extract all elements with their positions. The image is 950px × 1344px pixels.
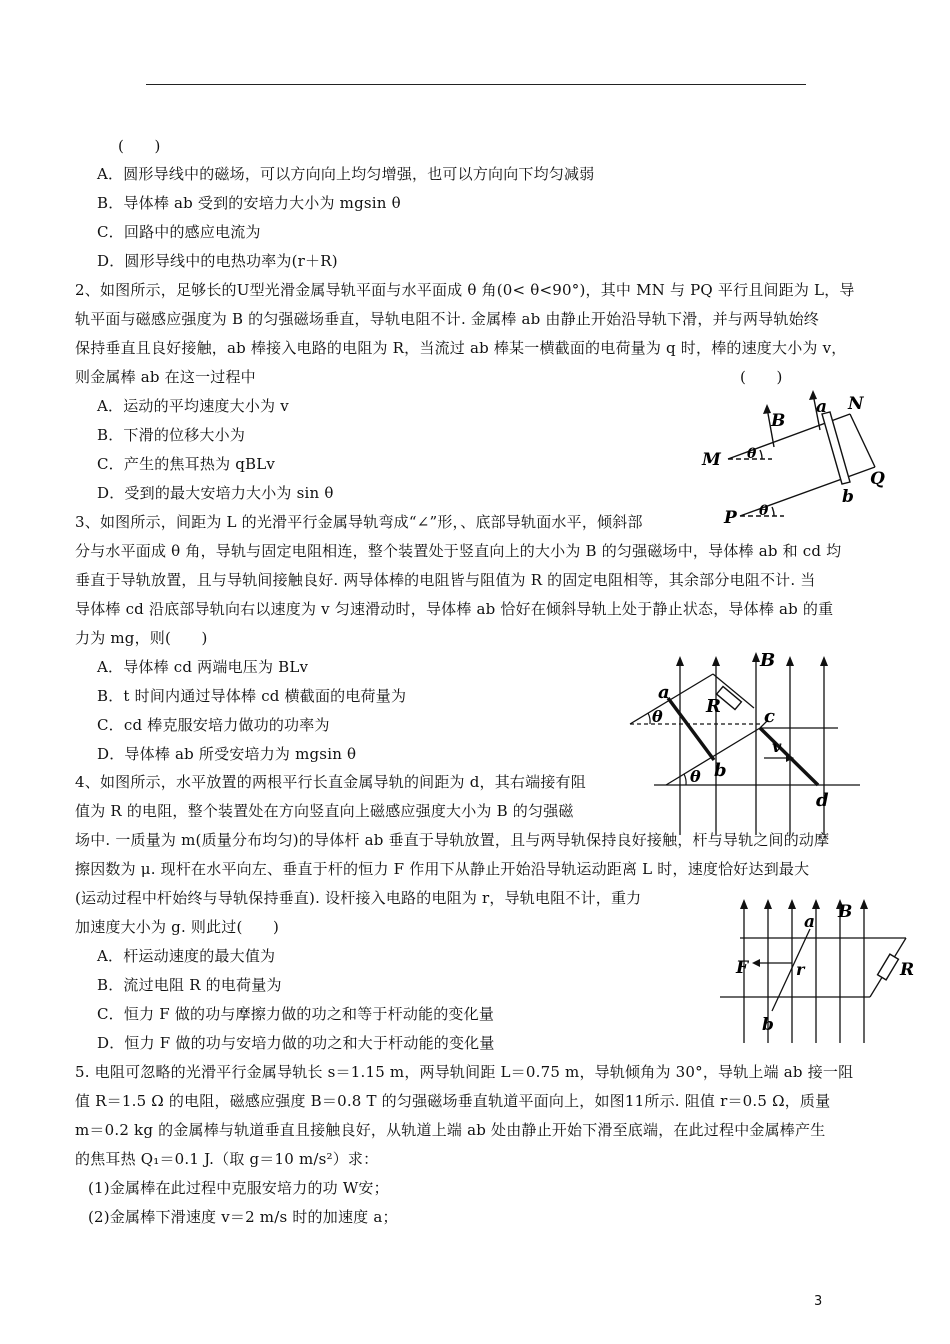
q3-label-c: c: [764, 706, 775, 727]
q2-option-a: A．运动的平均速度大小为 v: [97, 397, 289, 415]
header-rule: [146, 84, 806, 85]
q4-label-r-small: r: [796, 960, 805, 979]
q4-option-a: A．杆运动速度的最大值为: [97, 947, 276, 965]
q3-label-theta-top: θ: [652, 707, 663, 726]
q4-stem-line-1: 4、如图所示，水平放置的两根平行长直金属导轨的间距为 d，其右端接有阻: [75, 773, 586, 791]
q5-stem-line-4: 的焦耳热 Q₁＝0.1 J.（取 g＝10 m/s²）求：: [75, 1150, 379, 1168]
q1-option-a: A．圆形导线中的磁场，可以方向向上均匀增强，也可以方向向下均匀减弱: [97, 165, 595, 183]
q4-field-arrow-3: [788, 899, 796, 909]
q2-label-a: a: [816, 397, 828, 417]
q2-stem-line-3: 保持垂直且良好接触，ab 棒接入电路的电阻为 R，当流过 ab 棒某一横截面的电荷量为 q 时，棒的速度大小为 v，: [75, 339, 847, 357]
q2-answer-bracket: ( ): [740, 368, 783, 386]
q2-stem-line-2: 轨平面与磁感应强度为 B 的匀强磁场垂直，导轨电阻不计. 金属棒 ab 由静止开始沿导轨下滑，并与两导轨始终: [75, 310, 819, 328]
q2-option-d: D．受到的最大安培力大小为 sin θ: [97, 484, 334, 502]
q5-stem-line-2: 值 R＝1.5 Ω 的电阻，磁感应强度 B＝0.8 T 的匀强磁场垂直轨道平面向上，如图11所示. 阻值 r＝0.5 Ω，质量: [75, 1092, 831, 1110]
q5-subquestion-2: (2)金属棒下滑速度 v＝2 m/s 时的加速度 a；: [88, 1208, 398, 1226]
q2-stem-line-1: 2、如图所示，足够长的U型光滑金属导轨平面与水平面成 θ 角(0< θ<90°)，其中 MN 与 PQ 平行且间距为 L，导: [75, 281, 855, 299]
q4-field-arrow-2: [764, 899, 772, 909]
q3-stem-line-2: 分与水平面成 θ 角，导轨与固定电阻相连，整个装置处于竖直向上的大小为 B 的匀强磁场中，导体棒 ab 和 cd 均: [75, 542, 842, 560]
q3-incline-upper-rail: [630, 674, 713, 724]
q2-angle-arc-p: [772, 507, 774, 516]
q4-stem-line-4: 擦因数为 μ. 现杆在水平向左、垂直于杆的恒力 F 作用下从静止开始沿导轨运动距离 L 时，速度恰好达到最大: [75, 860, 810, 878]
q3-stem-line-1: 3、如图所示，间距为 L 的光滑平行金属导轨弯成“∠”形，、底部导轨面水平，倾斜部: [75, 513, 643, 531]
q3-stem-line-4: 导体棒 cd 沿底部导轨向右以速度为 v 匀速滑动时，导体棒 ab 恰好在倾斜导轨上处于静止状态，导体棒 ab 的重: [75, 600, 834, 618]
q3-angle-arc-bottom: [684, 774, 686, 785]
page-number: 3: [814, 1294, 823, 1309]
q3-label-b: b: [714, 760, 727, 781]
q4-option-b: B．流过电阻 R 的电荷量为: [97, 976, 282, 994]
q2-b-arrow-head-1: [763, 404, 771, 414]
q2-rail-end: [850, 414, 875, 467]
q4-label-r-big: R: [900, 960, 915, 980]
q2-label-m: M: [702, 450, 721, 470]
q4-label-b: b: [762, 1015, 774, 1035]
q2-label-q: Q: [870, 469, 885, 489]
q4-resistor: [878, 954, 899, 980]
q3-field-arrow-2: [712, 656, 720, 666]
q3-label-b-field: B: [760, 650, 776, 671]
q3-label-d: d: [816, 790, 829, 811]
q2-rod-ab: [822, 412, 850, 484]
q4-field-arrow-4: [812, 899, 820, 909]
q4-force-arrow-head: [752, 959, 760, 967]
q2-label-b-field: B: [771, 411, 786, 431]
q3-rod-cd: [760, 728, 818, 785]
q3-field-arrow-3: [752, 652, 760, 662]
q4-field-arrow-1: [740, 899, 748, 909]
q3-option-c: C．cd 棒克服安培力做功的功率为: [97, 716, 330, 734]
q1-option-c: C．回路中的感应电流为: [97, 223, 261, 241]
q4-option-c: C．恒力 F 做的功与摩擦力做的功之和等于杆动能的变化量: [97, 1005, 495, 1023]
q4-stem-line-6: 加速度大小为 g. 则此过( ): [75, 918, 280, 936]
q2-label-p: P: [724, 508, 737, 528]
q1-option-b: B．导体棒 ab 受到的安培力大小为 mgsin θ: [97, 194, 401, 212]
q2-option-b: B．下滑的位移大小为: [97, 426, 246, 444]
q4-stem-line-5: (运动过程中杆始终与导轨保持垂直). 设杆接入电路的电阻为 r，导轨电阻不计，重力: [75, 889, 642, 907]
q4-option-d: D．恒力 F 做的功与安培力做的功之和大于杆动能的变化量: [97, 1034, 495, 1052]
q3-stem-line-3: 垂直于导轨放置，且与导轨间接触良好. 两导体棒的电阻皆与阻值为 R 的固定电阻相等，其余部分电阻不计. 当: [75, 571, 816, 589]
q4-label-a: a: [804, 912, 816, 932]
q3-label-v: v: [772, 737, 782, 756]
q3-label-a: a: [658, 682, 670, 703]
q4-stem-line-3: 场中. 一质量为 m(质量分布均匀)的导体杆 ab 垂直于导轨放置，且与两导轨保持良好接触，杆与导轨之间的动摩: [75, 831, 830, 849]
q3-field-arrow-1: [676, 656, 684, 666]
q2-figure-inclined-rails: [700, 392, 900, 532]
q4-stem-line-2: 值为 R 的电阻，整个装置处在方向竖直向上磁感应强度大小为 B 的匀强磁: [75, 802, 574, 820]
q3-figure-bent-rails: [628, 650, 868, 835]
q4-field-arrow-6: [860, 899, 868, 909]
q3-angle-arc-top: [648, 713, 650, 724]
q2-label-n: N: [848, 394, 864, 414]
q1-option-d: D．圆形导线中的电热功率为(r＋R): [97, 252, 338, 270]
q2-label-theta-p: θ: [759, 503, 769, 519]
q1-answer-bracket: ( ): [118, 137, 161, 155]
q5-stem-line-3: m＝0.2 kg 的金属棒与轨道垂直且接触良好，从轨道上端 ab 处由静止开始下滑至底端，在此过程中金属棒产生: [75, 1121, 826, 1139]
q3-option-a: A．导体棒 cd 两端电压为 BLv: [97, 658, 309, 676]
q2-label-b-end: b: [842, 487, 854, 507]
q5-subquestion-1: (1)金属棒在此过程中克服安培力的功 W安；: [88, 1179, 389, 1197]
q3-option-d: D．导体棒 ab 所受安培力为 mgsin θ: [97, 745, 357, 763]
q4-label-f: F: [736, 958, 749, 978]
q2-label-theta-m: θ: [747, 446, 757, 462]
q3-label-theta-bottom: θ: [690, 767, 701, 786]
q3-stem-line-5: 力为 mg，则( ): [75, 629, 208, 647]
q2-stem-line-4: 则金属棒 ab 在这一过程中: [75, 368, 256, 386]
q2-option-c: C．产生的焦耳热为 qBLv: [97, 455, 276, 473]
q3-field-arrow-4: [786, 656, 794, 666]
q3-field-arrow-5: [820, 656, 828, 666]
q4-figure-horizontal-rails: [720, 893, 920, 1045]
q3-label-r: R: [706, 696, 721, 717]
q5-stem-line-1: 5. 电阻可忽略的光滑平行金属导轨长 s＝1.15 m，两导轨间距 L＝0.75 m，导轨倾角为 30°，导轨上端 ab 接一阻: [75, 1063, 854, 1081]
q2-angle-arc-m: [760, 450, 762, 459]
q4-label-b-field: B: [838, 902, 853, 922]
q3-option-b: B．t 时间内通过导体棒 cd 横截面的电荷量为: [97, 687, 407, 705]
